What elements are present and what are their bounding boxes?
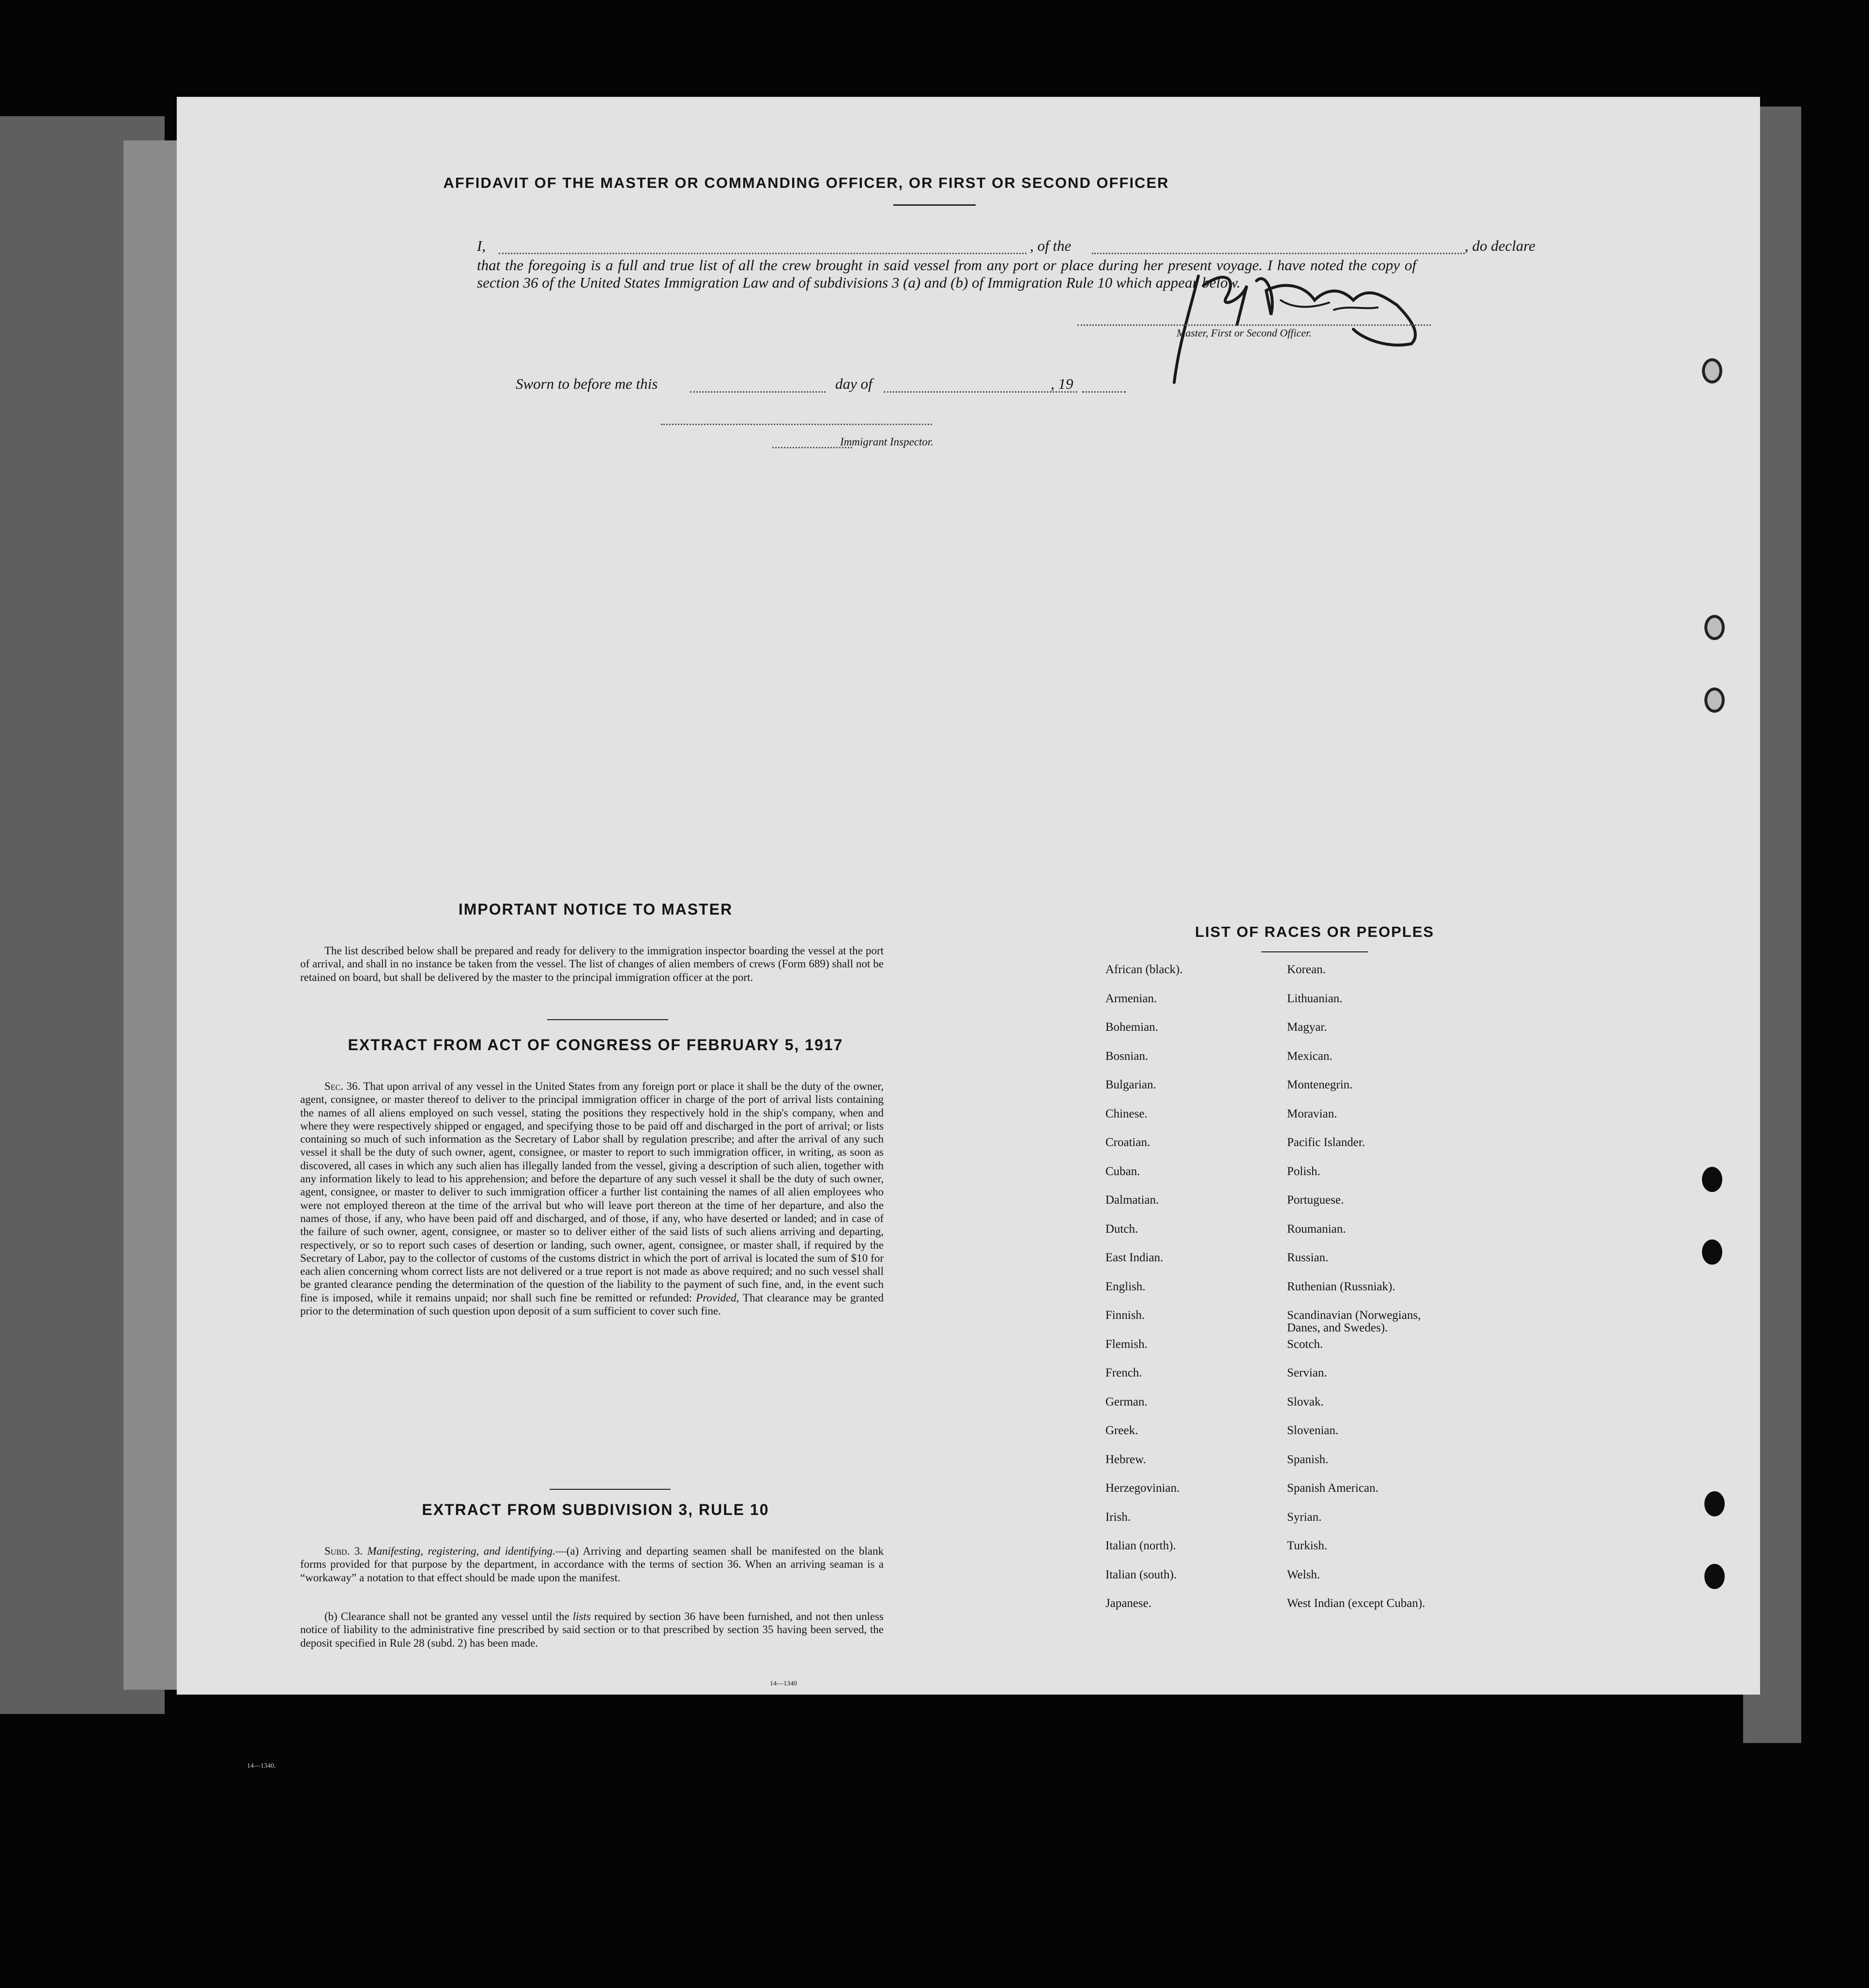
sworn-year-blank [1082,391,1126,393]
divider [893,204,976,206]
race-item: Bohemian. [1105,1021,1159,1034]
act-text [300,1080,884,1317]
race-item: Scotch. [1287,1337,1323,1351]
section-label: Sec. 36. [324,1080,361,1092]
races-title: LIST OF RACES OR PEOPLES [1195,923,1435,940]
race-item: Slovak. [1287,1395,1324,1408]
race-item: Finnish. [1105,1309,1145,1322]
act-title: EXTRACT FROM ACT OF CONGRESS OF FEBRUARY 5, 1917 [348,1036,843,1054]
binder-hole [1702,358,1722,383]
binder-hole [1704,688,1725,713]
notice-text: The list described below shall be prepared and ready for delivery to the immigration inspector boarding the vessel at the port of arrival, and shall in no instance be taken from the vessel. The list of changes of alien members of crews (Form 689) shall not be retained on board, but shall be delivered by the master to the principal immigration officer at the port. [300,945,884,983]
race-item: East Indian. [1105,1251,1164,1264]
race-item: Russian. [1287,1251,1329,1264]
race-item: West Indian (except Cuban). [1287,1597,1425,1610]
rule-para-a-text: —(a) Arriving and departing seamen shall be manifested on the blank forms provided for that purpose by the department, in accordance with the terms of section 36. When an arriving seaman is a “workaway” a notation to that effect should be made upon the manifest. [300,1545,884,1584]
race-item: Pacific Islander. [1287,1136,1365,1149]
race-item: Montenegrin. [1287,1078,1353,1091]
binder-hole [1702,1239,1722,1265]
signature-caption: Master, First or Second Officer. [1177,327,1312,339]
race-item: Cuban. [1105,1164,1140,1178]
race-item: Croatian. [1105,1136,1150,1149]
race-item: Spanish. [1287,1453,1329,1466]
race-item: French. [1105,1366,1142,1379]
race-item: Bulgarian. [1105,1078,1156,1091]
rule-para-b-end: required by section 36 have been furnished, and not then unless notice of liability to the administrative fine prescribed by said section or to that prescribed by section 35 having been served, the deposit specified in Rule 28 (subd. 2) has been made. [300,1610,884,1649]
provided-term: Provided, [696,1291,739,1304]
race-item: Japanese. [1105,1597,1152,1610]
race-item: Magyar. [1287,1021,1327,1034]
affidavit-paragraph: that the foregoing is a full and true list of all the crew brought in said vessel from any port or place during her present voyage. I have noted the copy of section 36 of the United States Immigration Law and of subdivisions 3 (a) and (b) of Immigration Rule 10 which appear below. [477,257,1416,291]
sworn-day-blank [690,391,826,393]
race-item: English. [1105,1280,1146,1293]
divider [1261,951,1368,952]
race-item: Dutch. [1105,1222,1138,1236]
race-item: Chinese. [1105,1107,1148,1120]
rule-title: EXTRACT FROM SUBDIVISION 3, RULE 10 [422,1501,769,1518]
race-item: Portuguese. [1287,1193,1344,1207]
race-item: Irish. [1105,1510,1131,1524]
rule-para-a [300,1545,884,1584]
divider [550,1489,671,1490]
act-body: That upon arrival of any vessel in the United States from any foreign port or place it shall be the duty of the owner, agent, consignee, or master thereof to deliver to the principal immigration officer in charge of the port of arrival lists containing the names of all aliens employed on such vessel, stating the positions they respectively hold in the ship's company, when and where they were respectively shipped or engaged, and specifying those to be paid off and discharged in the port of arrival; or lists containing so much of such information as the Secretary of Labor shall by regulation prescribe; and after the arrival of any such vessel it shall be the duty of such owner, agent, consignee, or master to report to such immigration officer, in writing, as soon as discovered, all cases in which any such alien has illegally landed from the vessel, giving a description of such alien, together with any information likely to lead to his apprehension; and before the departure of any such vessel it shall be the duty of such owner, agent, consignee, or master to deliver to such immigration officer a further list containing the names of all alien employees who were not employed thereon at the time of the arrival but who will leave port thereon at the time of her departure, and also the names of those, if any, who have been paid off and discharged, and of those, if any, who have deserted or landed; and in case of the failure of such owner, agent, consignee, or master so to deliver either of the said lists of such aliens arriving and departing, respectively, or so to report such cases of desertion or landing, such owner, agent, consignee, or master shall, if required by the Secretary of Labor, pay to the collector of customs of the customs district in which the port of arrival is located the sum of $10 for each alien concerning whom correct lists are not delivered or a true report is not made as above required; and no such vessel shall be granted clearance pending the determination of the question of the liability to the payment of such fine, and, in the event such fine is imposed, while it remains unpaid; nor shall such fine be remitted or refunded: [300,1080,884,1304]
race-item: Flemish. [1105,1337,1148,1351]
race-item: Armenian. [1105,992,1157,1005]
race-item: Welsh. [1287,1568,1320,1581]
act-body-end: That clearance may be granted prior to the determination of such question upon deposit of a sum sufficient to cover such fine. [300,1291,884,1317]
document-page [177,97,1760,1695]
affidavit-declare: , do declare [1465,237,1536,254]
race-item: Herzegovinian. [1105,1482,1180,1495]
subdivision-label: Subd. 3. [324,1545,363,1557]
race-item: Ruthenian (Russniak). [1287,1280,1395,1293]
binder-hole [1704,615,1725,640]
inspector-blank [661,424,932,425]
race-item: Hebrew. [1105,1453,1146,1466]
divider [547,1019,668,1020]
subdivision-heading: Manifesting, registering, and identifying. [367,1545,555,1557]
day-of-text: day of [835,375,873,392]
race-item: Korean. [1287,963,1326,976]
vessel-blank [1092,253,1465,254]
race-item: Lithuanian. [1287,992,1343,1005]
rule-para-b [300,1610,884,1650]
race-item: Scandinavian (Norwegians, Danes, and Swedes). [1287,1309,1421,1334]
binder-hole [1704,1491,1725,1516]
sworn-month-blank [884,391,1077,393]
race-item: African (black). [1105,963,1183,976]
race-item: Roumanian. [1287,1222,1346,1236]
races-list [1105,963,1522,1626]
race-item: Turkish. [1287,1539,1328,1552]
name-blank [499,253,1026,254]
affidavit-i: I, [477,237,486,254]
form-number-bottom: 14—1340. [247,1762,276,1770]
rule-para-b-start: (b) Clearance shall not be granted any vessel until the [324,1610,569,1622]
race-item: Greek. [1105,1424,1138,1437]
race-item: Polish. [1287,1164,1320,1178]
race-item: Slovenian. [1287,1424,1339,1437]
race-item: Italian (north). [1105,1539,1176,1552]
race-item: Dalmatian. [1105,1193,1159,1207]
race-item: German. [1105,1395,1148,1408]
inspector-caption: Immigrant Inspector. [840,436,934,448]
race-item: Bosnian. [1105,1049,1149,1063]
race-item: Italian (south). [1105,1568,1177,1581]
race-item: Mexican. [1287,1049,1333,1063]
race-item: Moravian. [1287,1107,1337,1120]
year-prefix: , 19 [1051,375,1073,392]
race-item: Servian. [1287,1366,1327,1379]
notice-title: IMPORTANT NOTICE TO MASTER [458,901,733,918]
affidavit-of-the: , of the [1030,237,1072,254]
affidavit-title: AFFIDAVIT OF THE MASTER OR COMMANDING OFFICER, OR FIRST OR SECOND OFFICER [443,174,1169,191]
binder-hole [1702,1167,1722,1192]
form-number: 14—1340 [770,1680,797,1687]
race-item: Spanish American. [1287,1482,1379,1495]
binder-hole [1704,1564,1725,1589]
lists-term: lists [572,1610,591,1622]
sworn-text: Sworn to before me this [516,375,658,392]
race-item: Syrian. [1287,1510,1322,1524]
